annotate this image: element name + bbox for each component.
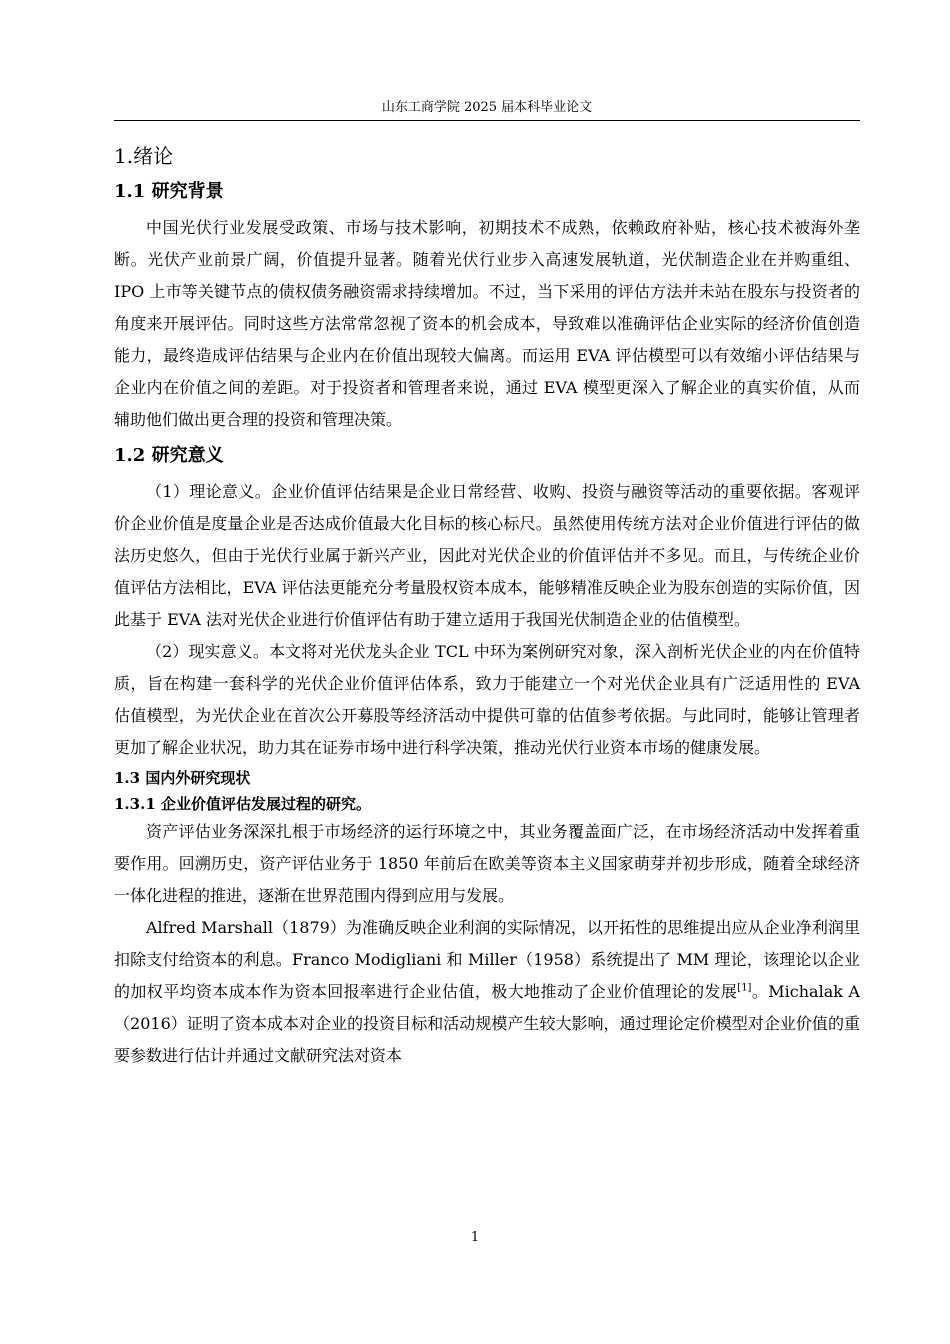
page-number: 1 <box>470 1230 480 1245</box>
section-1-3-1-title: 1.3.1 企业价值评估发展过程的研究。 <box>114 795 371 813</box>
section-1-3-1-paragraph-2 <box>114 912 860 1072</box>
section-1-2-paragraph-1: （1）理论意义。企业价值评估结果是企业日常经营、收购、投资与融资等活动的重要依据。客观评价企业价值是度量企业是否达成价值最大化目标的核心标尺。虽然使用传统方法对企业价值进行评估的做法历史悠久，但由于光伏行业属于新兴产业，因此对光伏企业的价值评估并不多见。而且，与传统企业价值评估方法相比，EVA 评估法更能充分考量股权资本成本，能够精准反映企业为股东创造的实际价值，因此基于 EVA 法对光伏企业进行价值评估有助于建立适用于我国光伏制造企业的估值模型。 <box>114 482 860 629</box>
section-1-2-title: 1.2 研究意义 <box>114 445 224 466</box>
section-1-1-title: 1.1 研究背景 <box>114 181 224 202</box>
header-rule <box>114 120 860 121</box>
main-content <box>114 138 860 1072</box>
paragraph-text: Alfred Marshall（1879）为准确反映企业利润的实际情况，以开拓性的思维提出应从企业净利润里扣除支付给资本的利息。Franco Modigliani 和 Miller（1958）系统提出了 MM 理论，该理论以企业的加权平均资本成本作为资本回报率进行企业估值，极大地推动了企业价值理论的发展 <box>114 918 860 1001</box>
citation-ref: [1] <box>737 982 752 994</box>
section-1-2-paragraph-2: （2）现实意义。本文将对光伏龙头企业 TCL 中环为案例研究对象，深入剖析光伏企业的内在价值特质，旨在构建一套科学的光伏企业价值评估体系，致力于能建立一个对光伏企业具有广泛适用性的 EVA 估值模型，为光伏企业在首次公开募股等经济活动中提供可靠的估值参考依据。与此同时，能够让管理者更加了解企业状况，助力其在证券市场中进行科学决策，推动光伏行业资本市场的健康发展。 <box>114 642 860 757</box>
section-1-3-title: 1.3 国内外研究现状 <box>114 769 251 787</box>
page-header: 山东工商学院 2025 届本科毕业论文 <box>381 100 593 115</box>
paragraph-text: 。Michalak A（2016）证明了资本成本对企业的投资目标和活动规模产生较大影响，通过理论定价模型对企业价值的重要参数进行估计并通过文献研究法对资本 <box>114 982 860 1065</box>
chapter-title: 1.绪论 <box>114 144 174 168</box>
section-1-1-paragraph: 中国光伏行业发展受政策、市场与技术影响，初期技术不成熟，依赖政府补贴，核心技术被海外垄断。光伏产业前景广阔，价值提升显著。随着光伏行业步入高速发展轨道，光伏制造企业在并购重组、IPO 上市等关键节点的债权债务融资需求持续增加。不过，当下采用的评估方法并未站在股东与投资者的角度来开展评估。同时这些方法常常忽视了资本的机会成本，导致难以准确评估企业实际的经济价值创造能力，最终造成评估结果与企业内在价值出现较大偏离。而运用 EVA 评估模型可以有效缩小评估结果与企业内在价值之间的差距。对于投资者和管理者来说，通过 EVA 模型更深入了解企业的真实价值，从而辅助他们做出更合理的投资和管理决策。 <box>114 218 860 429</box>
section-1-3-1-paragraph-1: 资产评估业务深深扎根于市场经济的运行环境之中，其业务覆盖面广泛，在市场经济活动中发挥着重要作用。回溯历史，资产评估业务于 1850 年前后在欧美等资本主义国家萌芽并初步形成，随着全球经济一体化进程的推进，逐渐在世界范围内得到应用与发展。 <box>114 822 860 905</box>
